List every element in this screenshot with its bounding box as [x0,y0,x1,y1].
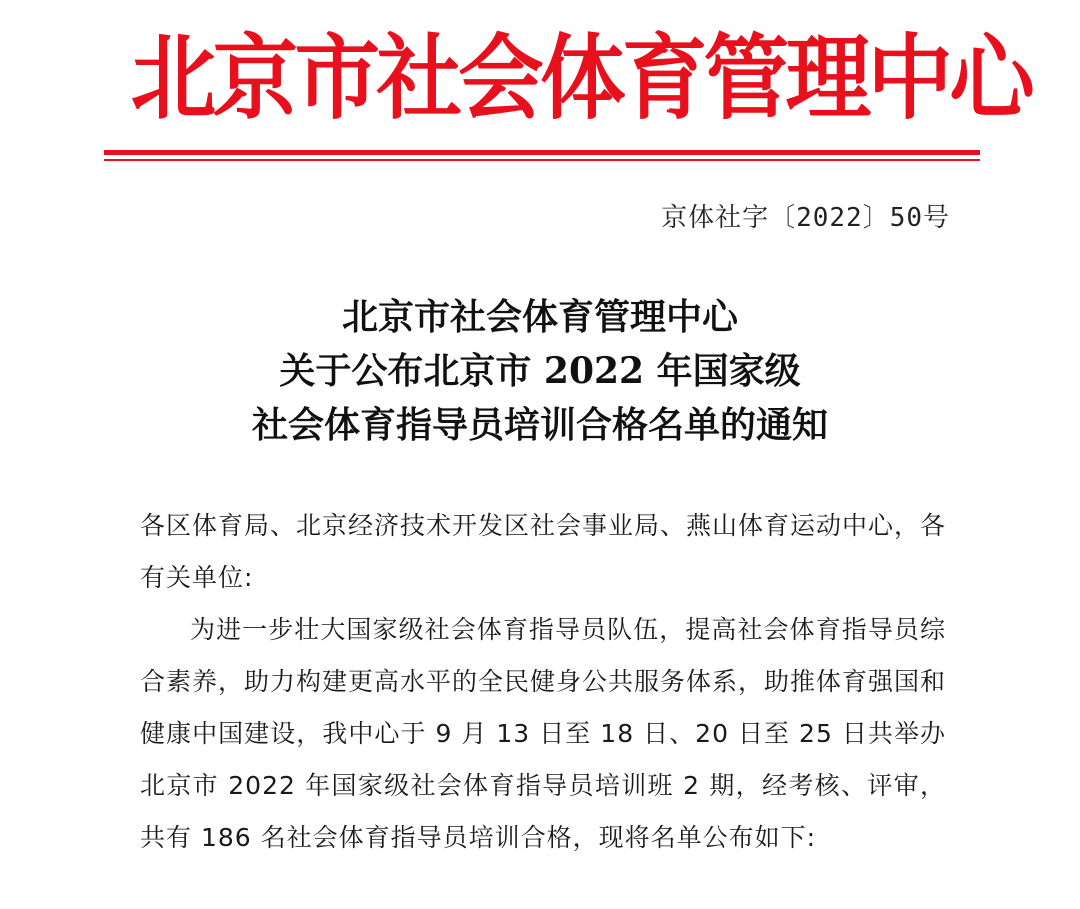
document-number: 京体社字〔2022〕50号 [661,203,950,233]
masthead-red-rule [104,150,980,155]
title-line-2: 关于公布北京市 2022 年国家级 [279,350,801,392]
salutation: 各区体育局、北京经济技术开发区社会事业局、燕山体育运动中心，各有关单位: [140,511,947,592]
masthead-org-name: 北京市社会体育管理中心 [130,24,1032,132]
document-title [140,290,940,452]
masthead-red-rule-thin [104,159,980,161]
body-paragraph-1: 为进一步壮大国家级社会体育指导员队伍，提高社会体育指导员综合素养，助力构建更高水平的全民健身公共服务体系，助推体育强国和健康中国建设，我中心于 9 月 13 日至 18 日、20 日至 25 日共举办北京市 2022 年国家级社会体育指导员培训班 2 期，经考核、评审，共有 186 名社会体育指导员培训合格，现将名单公布如下: [140,615,947,852]
title-line-3: 社会体育指导员培训合格名单的通知 [251,404,828,446]
title-line-1: 北京市社会体育管理中心 [341,296,738,338]
document-body [140,500,946,864]
